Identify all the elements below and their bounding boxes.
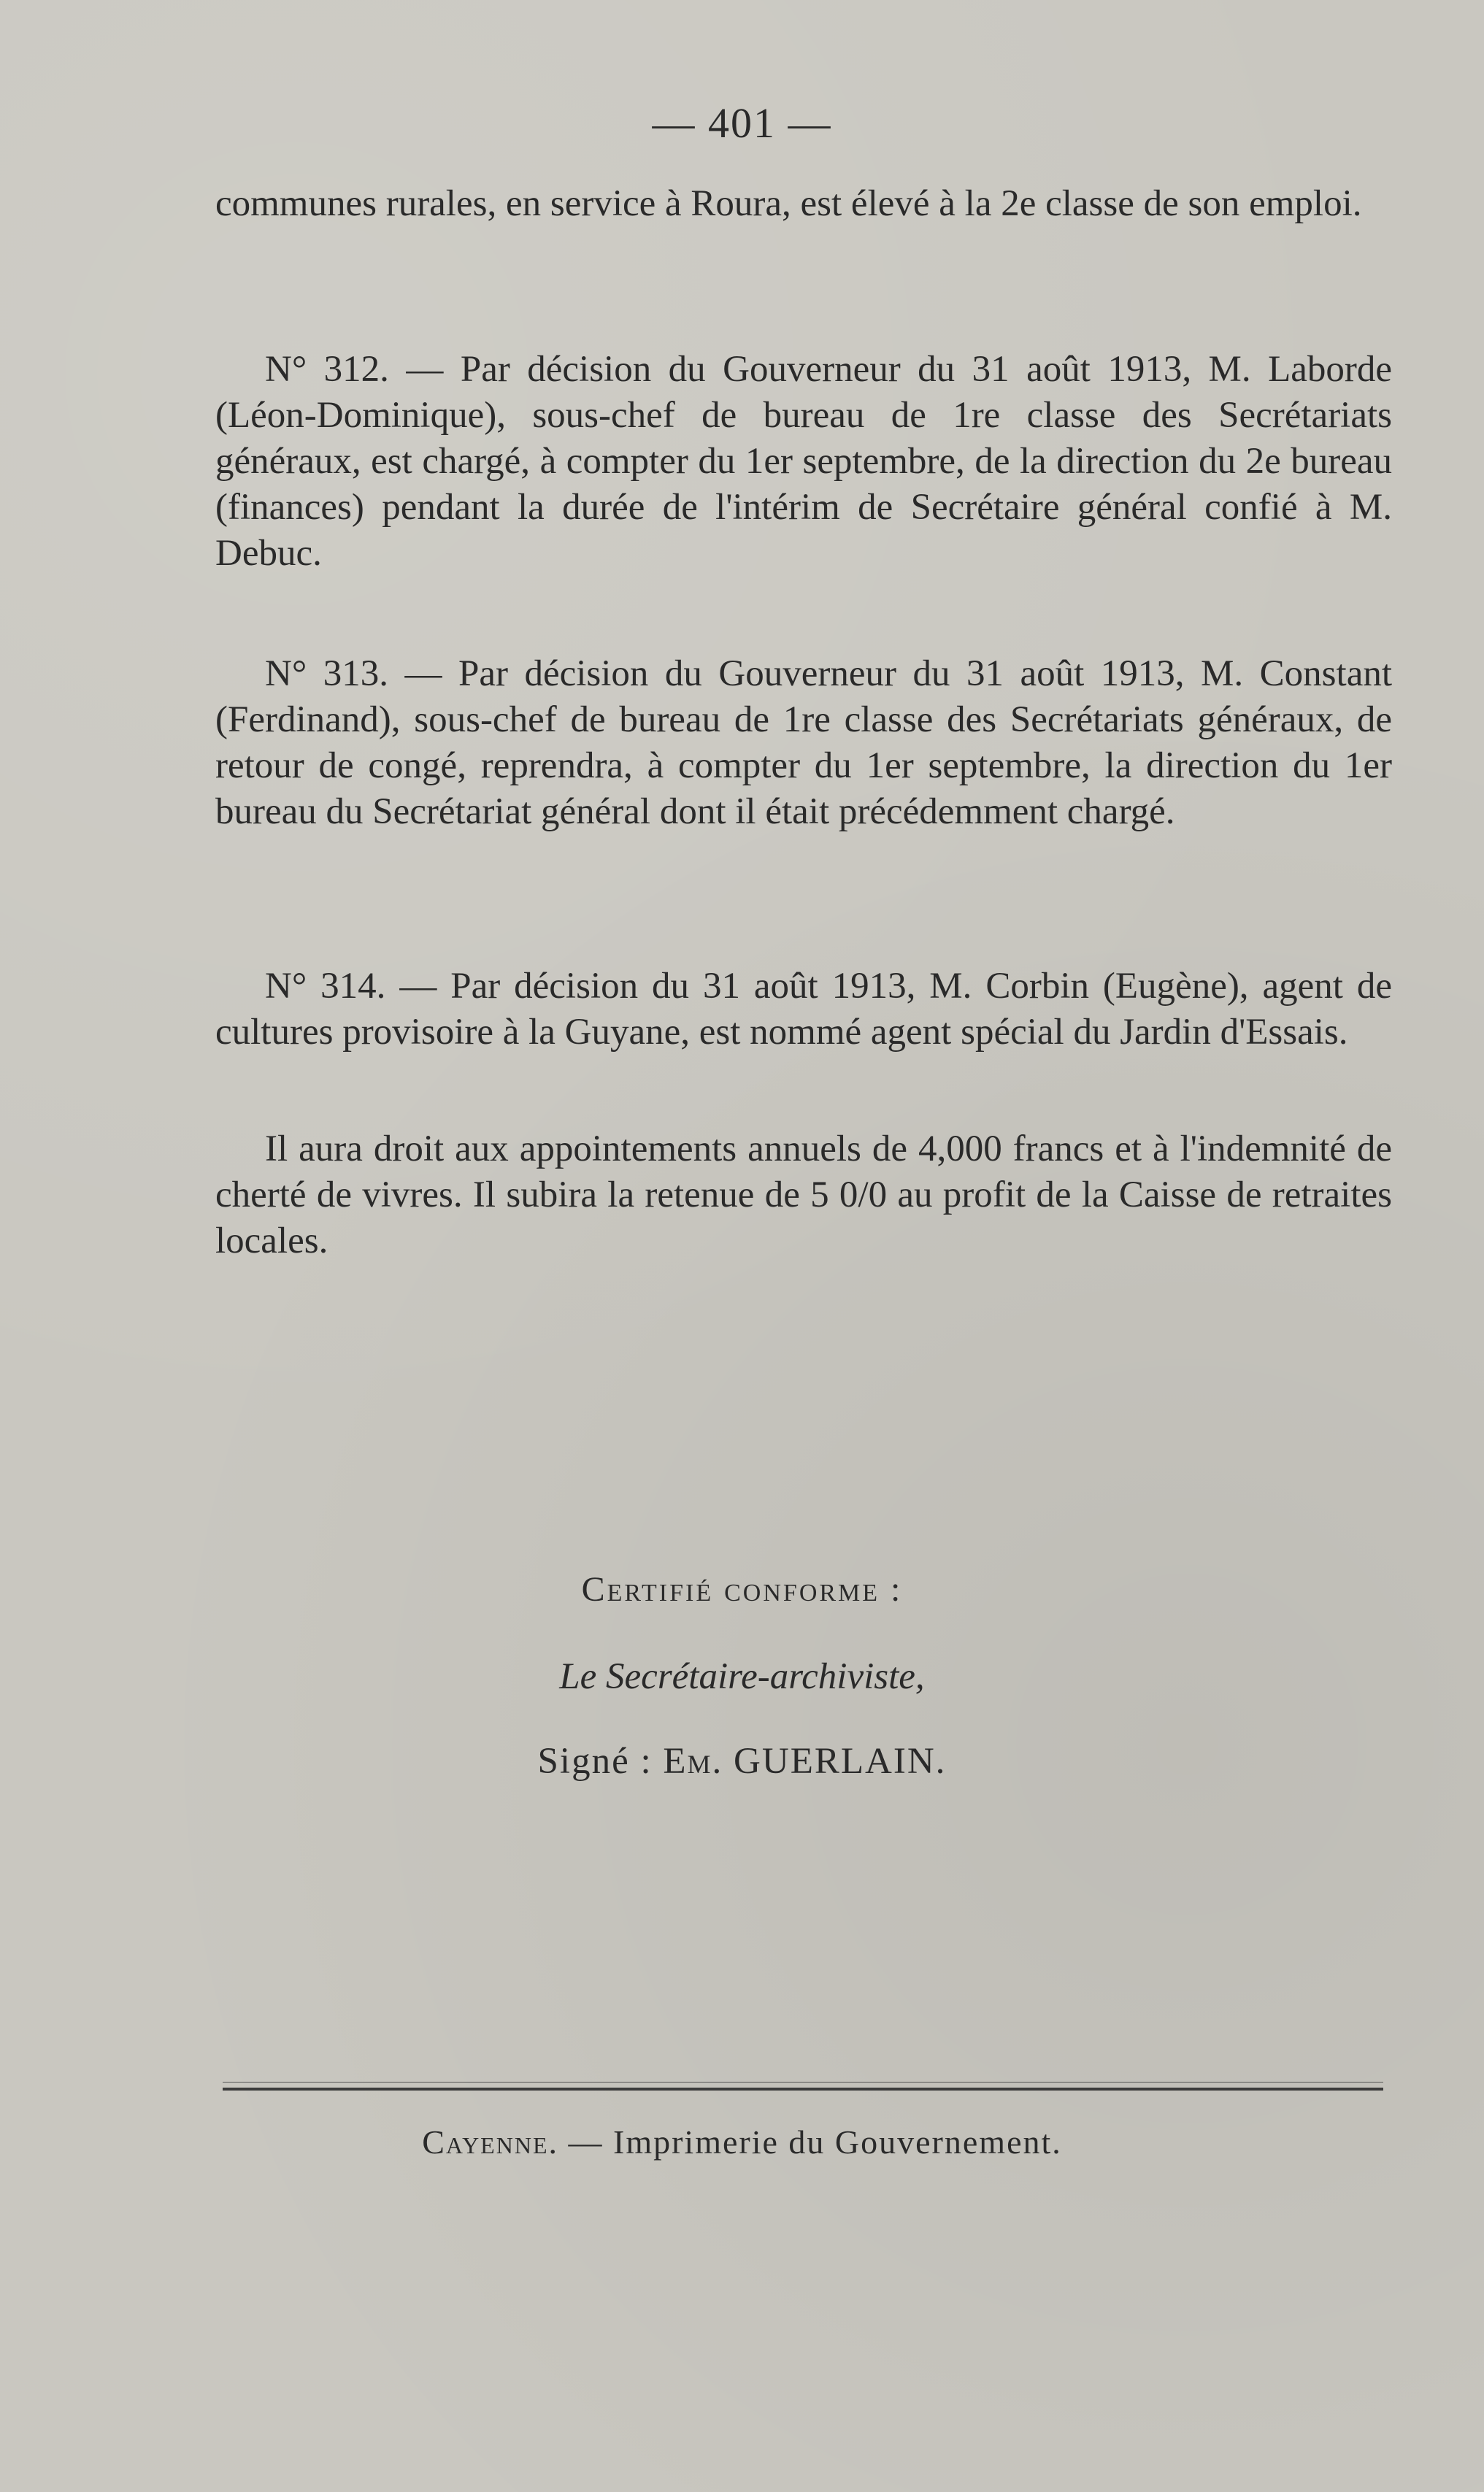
signed-prefix: Signé : xyxy=(537,1741,653,1782)
printer-footer xyxy=(0,2123,1484,2161)
paragraph-appointment-terms: Il aura droit aux appointements annuels de 4,000 francs et à l'indemnité de cherté de vivres. Il subira la retenue de 5 0/0 au profit de la Caisse de retraites locales. xyxy=(215,1128,1392,1261)
footer-rule-thin xyxy=(223,2082,1383,2083)
certified-heading: Certifié conforme : xyxy=(581,1570,903,1609)
footer-printer: Imprimerie du Gouvernement. xyxy=(613,2123,1062,2161)
paragraph-continuation: communes rurales, en service à Roura, est élevé à la 2e classe de son emploi. xyxy=(215,183,1362,224)
signed-name: Em. GUERLAIN. xyxy=(663,1741,947,1782)
page-number: — 401 — xyxy=(652,99,832,147)
paragraph-decree-313: N° 313. — Par décision du Gouverneur du 31 août 1913, M. Constant (Ferdinand), sous-chef de bureau de 1re classe des Secrétariats généraux, de retour de congé, reprendra, à compter du 1er septembre, la direction du 1er bureau du Secrétariat général dont il était précédemment chargé. xyxy=(215,653,1392,832)
footer-rule xyxy=(223,2088,1383,2091)
paragraph-decree-314: N° 314. — Par décision du 31 août 1913, M. Corbin (Eugène), agent de cultures provisoire à la Guyane, est nommé agent spécial du Jardin d'Essais. xyxy=(215,966,1392,1053)
signature-line xyxy=(0,1740,1484,1783)
footer-separator: — xyxy=(568,2123,604,2161)
footer-place: Cayenne. xyxy=(422,2123,558,2161)
paragraph-decree-312: N° 312. — Par décision du Gouverneur du 31 août 1913, M. Laborde (Léon-Dominique), sous-chef de bureau de 1re classe des Secrétariats généraux, est chargé, à compter du 1er septembre, de la direction du 2e bureau (finances) pendant la durée de l'intérim de Secrétaire général confié à M. Debuc. xyxy=(215,349,1392,574)
signatory-title: Le Secrétaire-archiviste, xyxy=(559,1656,925,1697)
